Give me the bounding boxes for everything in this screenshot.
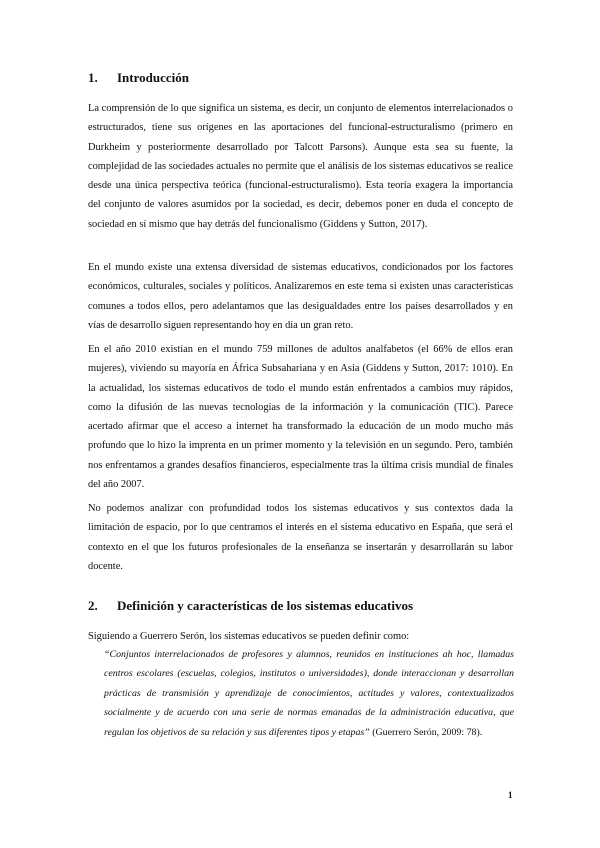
section-2-number: 2. [88, 598, 98, 613]
paragraph-2: En el mundo existe una extensa diversidad de sistemas educativos, condicionados por los factores económicos, culturales, sociales y políticos. Analizaremos en este tema si existen unas características comunes a todos ellos, pero adelantamos que las desigualdades entre los países desarrollados y en vías de desarrollo siguen representando hoy en día un gran reto. [88, 262, 513, 331]
quote-citation: (Guerrero Serón, 2009: 78). [369, 726, 483, 738]
section-1-title: Introducción [117, 70, 189, 85]
definition-quote [104, 645, 514, 742]
section-2-title: Definición y características de los sistemas educativos [117, 598, 414, 613]
section-2-intro: Siguiendo a Guerrero Serón, los sistemas educativos se pueden definir como: [88, 631, 410, 642]
section-2-heading [88, 598, 413, 614]
section-1-number: 1. [88, 70, 98, 85]
paragraph-1: La comprensión de lo que significa un sistema, es decir, un conjunto de elementos interrelacionados o estructurados, tiene sus orígenes en las aportaciones del funcional-estructuralismo (primero en Durkheim y posteriormente desarrollado por Talcott Parsons). Aunque esta sea su fuente, la complejidad de las sociedades actuales no permite que el análisis de los sistemas educativos se realice desde una única perspectiva teórica (funcional-estructuralismo). Esta teoría exagera la importancia del conjunto de valores asumidos por la sociedad, es decir, debemos poner en duda el concepto de sociedad en sí mismo que hay detrás del funcionalismo (Giddens y Sutton, 2017). [88, 103, 513, 230]
paragraph-3: En el año 2010 existían en el mundo 759 millones de adultos analfabetos (el 66% de ellos eran mujeres), viviendo su mayoría en África Subsahariana y en Asia (Giddens y Sutton, 2017: 1010). En la actualidad, los sistemas educativos de todo el mundo están enfrentados a cambios muy rápidos, como la difusión de las nuevas tecnologías de la información y la comunicación (TIC). Parece acertado afirmar que el acceso a internet ha transformado la educación de un modo mucho más profundo que lo hizo la imprenta en un primer momento y la televisión en un segundo. Pero, también nos enfrentamos a grandes desafíos financieros, especialmente tras la última crisis mundial de finales del año 2007. [88, 344, 513, 491]
paragraph-4: No podemos analizar con profundidad todos los sistemas educativos y sus contextos dada la limitación de espacio, por lo que centramos el interés en el sistema educativo en España, que será el contexto en el que los futuros profesionales de la enseñanza se insertarán y desarrollarán su labor docente. [88, 503, 513, 572]
quote-text: “Conjuntos interrelacionados de profesores y alumnos, reunidos en instituciones ah hoc, llamadas centros escolares (escuelas, colegios, institutos o universidades), donde interaccionan y desarrollan prácticas de transmisión y aprendizaje de conocimientos, actitudes y valores, contextualizados socialmente y de acuerdo con una serie de normas emanadas de la administración educativa, que regulan los objetivos de su relación y sus diferentes tipos y etapas” [104, 649, 514, 738]
page-number: 1 [508, 790, 513, 800]
section-1-heading [88, 70, 189, 86]
